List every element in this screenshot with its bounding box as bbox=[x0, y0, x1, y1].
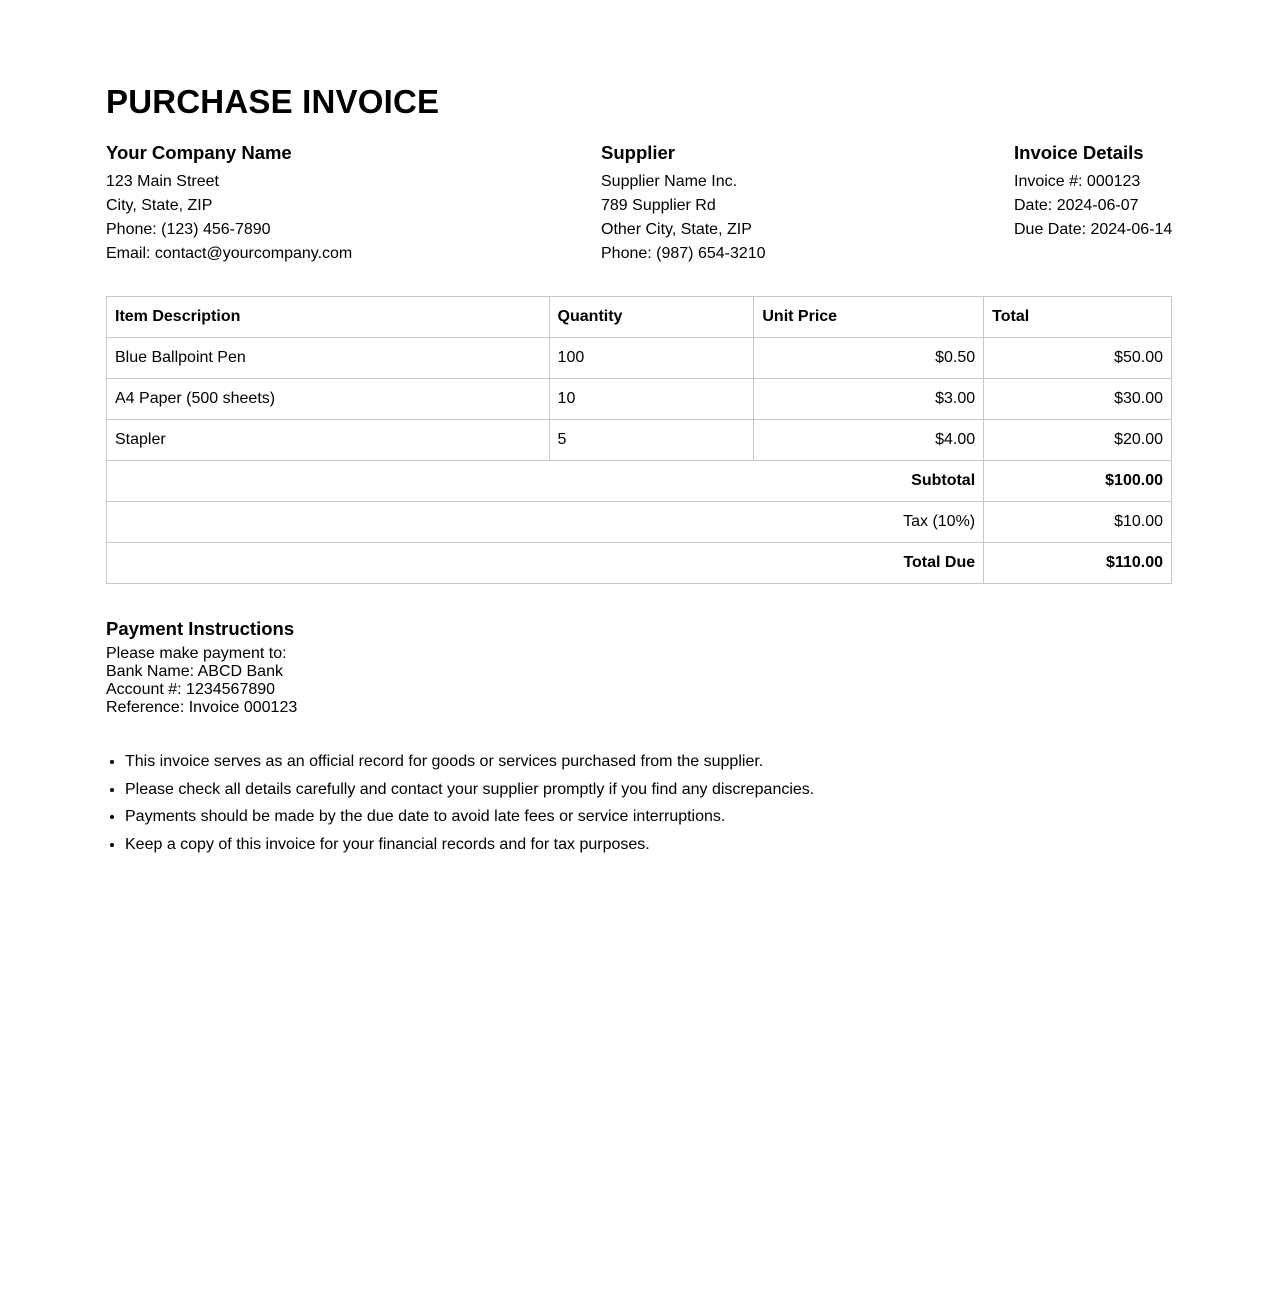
invoice-details-block bbox=[1014, 142, 1172, 242]
page-title: PURCHASE INVOICE bbox=[106, 83, 440, 120]
subtotal-value: $100.00 bbox=[984, 461, 1172, 502]
list-item: • Payments should be made by the due date to avoid late fees or service interruptions. bbox=[125, 807, 1025, 827]
supplier-address: 789 Supplier Rd bbox=[601, 197, 716, 214]
item-total: $20.00 bbox=[984, 420, 1172, 461]
item-total: $30.00 bbox=[984, 379, 1172, 420]
total-due-value: $110.00 bbox=[984, 543, 1172, 584]
table-row bbox=[107, 338, 1172, 379]
item-description: A4 Paper (500 sheets) bbox=[107, 379, 550, 420]
item-unit-price: $3.00 bbox=[754, 379, 984, 420]
company-address: 123 Main Street bbox=[106, 173, 219, 190]
item-unit-price: $0.50 bbox=[754, 338, 984, 379]
invoice-due-date: Due Date: 2024-06-14 bbox=[1014, 221, 1173, 238]
total-due-row bbox=[107, 543, 1172, 584]
company-phone: Phone: (123) 456-7890 bbox=[106, 221, 271, 238]
list-item: • This invoice serves as an official record for goods or services purchased from the supplier. bbox=[125, 752, 1025, 772]
items-table bbox=[106, 296, 1172, 584]
table-row bbox=[107, 420, 1172, 461]
supplier-phone: Phone: (987) 654-3210 bbox=[601, 245, 766, 262]
company-city: City, State, ZIP bbox=[106, 197, 213, 214]
table-row bbox=[107, 379, 1172, 420]
item-unit-price: $4.00 bbox=[754, 420, 984, 461]
item-total: $50.00 bbox=[984, 338, 1172, 379]
tax-value: $10.00 bbox=[984, 502, 1172, 543]
subtotal-row bbox=[107, 461, 1172, 502]
company-email: Email: contact@yourcompany.com bbox=[106, 245, 353, 262]
tax-row bbox=[107, 502, 1172, 543]
table-header-row bbox=[107, 297, 1172, 338]
account-number: Account #: 1234567890 bbox=[106, 681, 276, 698]
item-description: Blue Ballpoint Pen bbox=[107, 338, 550, 379]
invoice-details-heading: Invoice Details bbox=[1014, 142, 1144, 163]
item-quantity: 100 bbox=[549, 338, 754, 379]
subtotal-label: Subtotal bbox=[107, 461, 984, 502]
supplier-block bbox=[601, 142, 766, 266]
payment-instructions bbox=[106, 618, 297, 717]
bank-name: Bank Name: ABCD Bank bbox=[106, 663, 283, 680]
company-block bbox=[106, 142, 352, 266]
list-item: • Please check all details carefully and contact your supplier promptly if you find any discrepancies. bbox=[125, 780, 1025, 800]
invoice-page bbox=[106, 83, 1173, 853]
supplier-heading: Supplier bbox=[601, 142, 676, 163]
supplier-city: Other City, State, ZIP bbox=[601, 221, 752, 238]
tax-label: Tax (10%) bbox=[107, 502, 984, 543]
item-description: Stapler bbox=[107, 420, 550, 461]
company-heading: Your Company Name bbox=[106, 142, 292, 163]
payment-line: Please make payment to: bbox=[106, 645, 287, 662]
list-item: • Keep a copy of this invoice for your financial records and for tax purposes. bbox=[125, 835, 1025, 855]
invoice-date: Date: 2024-06-07 bbox=[1014, 197, 1139, 214]
notes-list bbox=[106, 752, 1025, 862]
supplier-name: Supplier Name Inc. bbox=[601, 173, 738, 190]
payment-reference: Reference: Invoice 000123 bbox=[106, 699, 298, 716]
item-quantity: 5 bbox=[549, 420, 754, 461]
total-due-label: Total Due bbox=[107, 543, 984, 584]
payment-heading: Payment Instructions bbox=[106, 618, 295, 639]
parties-section bbox=[106, 142, 1172, 272]
header-unit-price: Unit Price bbox=[754, 297, 984, 338]
item-quantity: 10 bbox=[549, 379, 754, 420]
invoice-number: Invoice #: 000123 bbox=[1014, 173, 1141, 190]
header-quantity: Quantity bbox=[549, 297, 754, 338]
header-total: Total bbox=[984, 297, 1172, 338]
header-item-description: Item Description bbox=[107, 297, 550, 338]
